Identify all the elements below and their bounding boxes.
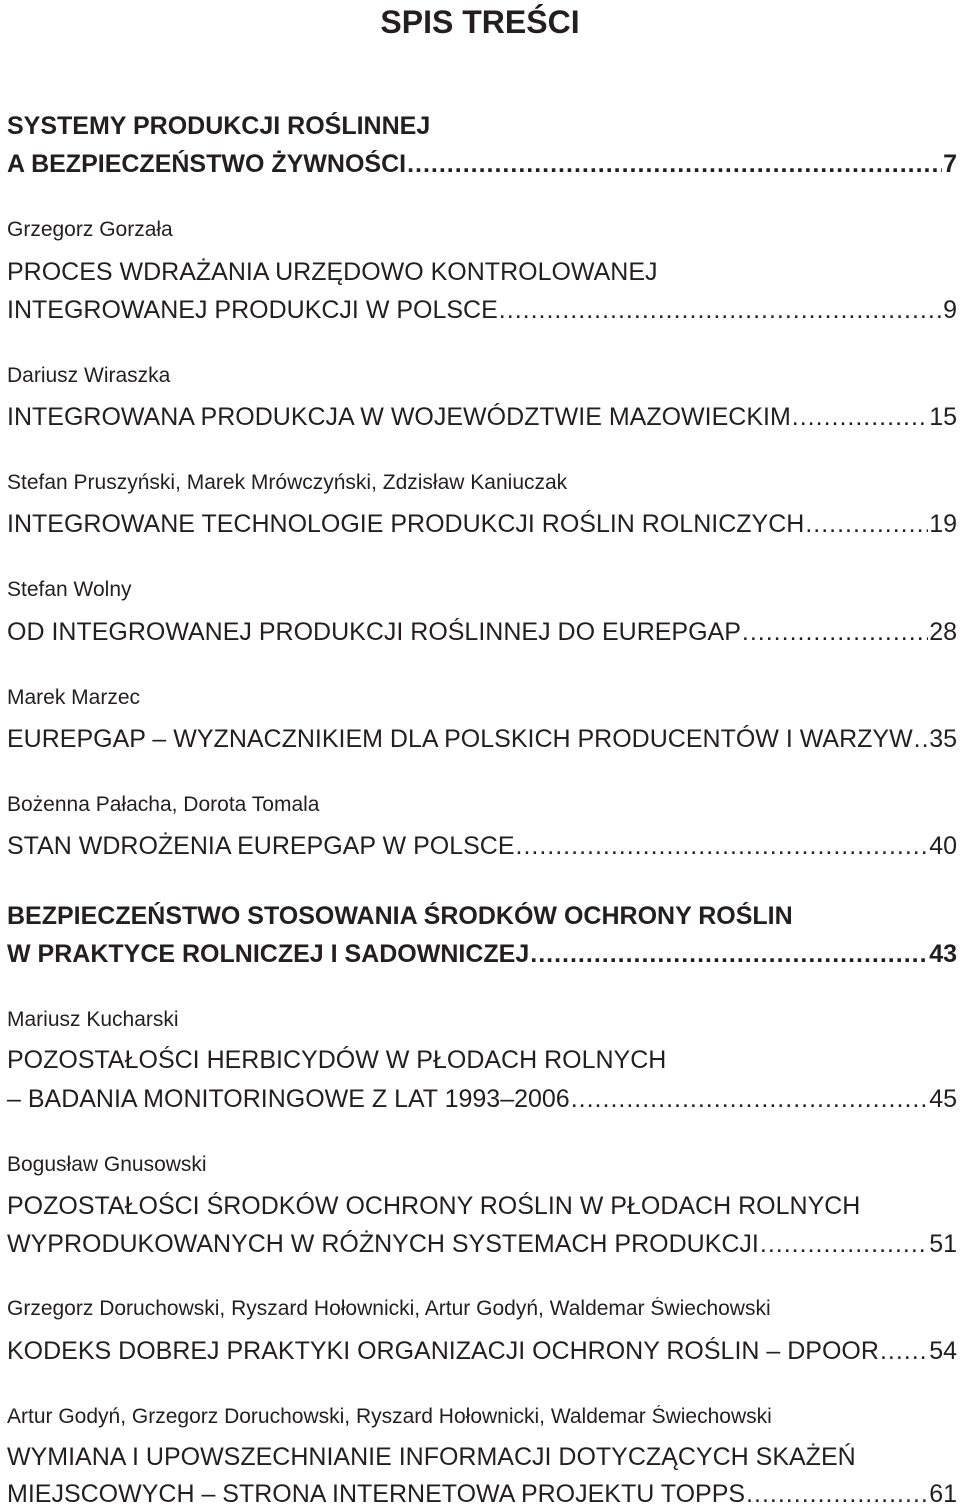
title-text: EUREPGAP – WYZNACZNIKIEM DLA POLSKICH PRODUCENTÓW I WARZYW xyxy=(7,725,913,753)
toc-entry[interactable] xyxy=(7,403,957,432)
title-text: INTEGROWANE TECHNOLOGIE PRODUKCJI ROŚLIN ROLNICZYCH xyxy=(7,510,805,538)
title-text: STAN WDROŻENIA EUREPGAP W POLSCE xyxy=(7,832,515,860)
dot-leader xyxy=(805,510,928,539)
page-number: 28 xyxy=(929,618,957,646)
entry-authors: Mariusz Kucharski xyxy=(7,1008,179,1031)
dot-leader xyxy=(914,725,929,754)
dot-leader xyxy=(516,832,929,861)
title-text: INTEGROWANA PRODUKCJA W WOJEWÓDZTWIE MAZOWIECKIM xyxy=(7,403,791,431)
title-text: W PRAKTYCE ROLNICZEJ I SADOWNICZEJ xyxy=(7,940,530,968)
title-text: OD INTEGROWANEJ PRODUKCJI ROŚLINNEJ DO EUREPGAP xyxy=(7,618,741,646)
title-text: POZOSTAŁOŚCI HERBICYDÓW W PŁODACH ROLNYCH xyxy=(7,1046,667,1074)
dot-leader xyxy=(499,296,942,325)
entry-authors: Grzegorz Doruchowski, Ryszard Hołownicki, Artur Godyń, Waldemar Świechowski xyxy=(7,1297,771,1320)
toc-entry[interactable] xyxy=(7,1480,957,1509)
dot-leader xyxy=(571,1085,928,1114)
page-number: 61 xyxy=(929,1480,957,1508)
entry-authors: Stefan Wolny xyxy=(7,578,132,601)
dot-leader xyxy=(407,150,942,179)
title-text: – BADANIA MONITORINGOWE Z LAT 1993–2006 xyxy=(7,1085,570,1113)
title-text: BEZPIECZEŃSTWO STOSOWANIA ŚRODKÓW OCHRONY ROŚLIN xyxy=(7,902,793,930)
page-number: 15 xyxy=(929,403,957,431)
title-text: A BEZPIECZEŃSTWO ŻYWNOŚCI xyxy=(7,150,407,178)
entry-title xyxy=(7,1443,957,1472)
section-heading xyxy=(7,112,957,141)
toc-entry-section[interactable] xyxy=(7,940,957,969)
dot-leader xyxy=(530,940,928,969)
entry-authors: Bożenna Pałacha, Dorota Tomala xyxy=(7,793,320,816)
title-text: INTEGROWANEJ PRODUKCJI W POLSCE xyxy=(7,296,498,324)
page-number: 7 xyxy=(943,150,957,178)
entry-authors: Grzegorz Gorzała xyxy=(7,218,173,241)
dot-leader xyxy=(760,1230,928,1259)
title-text: WYMIANA I UPOWSZECHNIANIE INFORMACJI DOTYCZĄCYCH SKAŻEŃ xyxy=(7,1443,856,1471)
page-number: 35 xyxy=(929,725,957,753)
entry-authors: Artur Godyń, Grzegorz Doruchowski, Ryszard Hołownicki, Waldemar Świechowski xyxy=(7,1405,772,1428)
dot-leader xyxy=(792,403,928,432)
page-number: 19 xyxy=(929,510,957,538)
title-text: PROCES WDRAŻANIA URZĘDOWO KONTROLOWANEJ xyxy=(7,258,658,286)
title-text: WYPRODUKOWANYCH W RÓŻNYCH SYSTEMACH PRODUKCJI xyxy=(7,1230,759,1258)
toc-entry[interactable] xyxy=(7,1085,957,1114)
toc-entry[interactable] xyxy=(7,1230,957,1259)
toc-entry[interactable] xyxy=(7,296,957,325)
entry-title xyxy=(7,1046,957,1075)
dot-leader xyxy=(742,618,928,647)
entry-title xyxy=(7,1192,957,1221)
toc-entry[interactable] xyxy=(7,725,957,754)
page-number: 54 xyxy=(929,1337,957,1365)
title-text: KODEKS DOBREJ PRAKTYKI ORGANIZACJI OCHRONY ROŚLIN – DPOOR xyxy=(7,1337,879,1365)
toc-entry[interactable] xyxy=(7,832,957,861)
section-heading xyxy=(7,902,957,931)
toc-entry-section[interactable] xyxy=(7,150,957,179)
entry-authors: Marek Marzec xyxy=(7,686,141,709)
entry-authors: Stefan Pruszyński, Marek Mrówczyński, Zdzisław Kaniuczak xyxy=(7,471,568,494)
page-title: SPIS TREŚCI xyxy=(380,4,580,40)
toc-entry[interactable] xyxy=(7,1337,957,1366)
entry-authors: Bogusław Gnusowski xyxy=(7,1153,207,1176)
page-number: 9 xyxy=(943,296,957,324)
toc-entry[interactable] xyxy=(7,510,957,539)
page-number: 45 xyxy=(929,1085,957,1113)
page-number: 40 xyxy=(929,832,957,860)
entry-title xyxy=(7,258,957,287)
title-text: POZOSTAŁOŚCI ŚRODKÓW OCHRONY ROŚLIN W PŁODACH ROLNYCH xyxy=(7,1192,861,1220)
toc-entry[interactable] xyxy=(7,618,957,647)
dot-leader xyxy=(746,1480,928,1509)
title-text: MIEJSCOWYCH – STRONA INTERNETOWA PROJEKTU TOPPS xyxy=(7,1480,746,1508)
title-text: SYSTEMY PRODUKCJI ROŚLINNEJ xyxy=(7,112,431,140)
entry-authors: Dariusz Wiraszka xyxy=(7,364,171,387)
page-number: 51 xyxy=(929,1230,957,1258)
dot-leader xyxy=(880,1337,928,1366)
page-number: 43 xyxy=(929,940,957,968)
